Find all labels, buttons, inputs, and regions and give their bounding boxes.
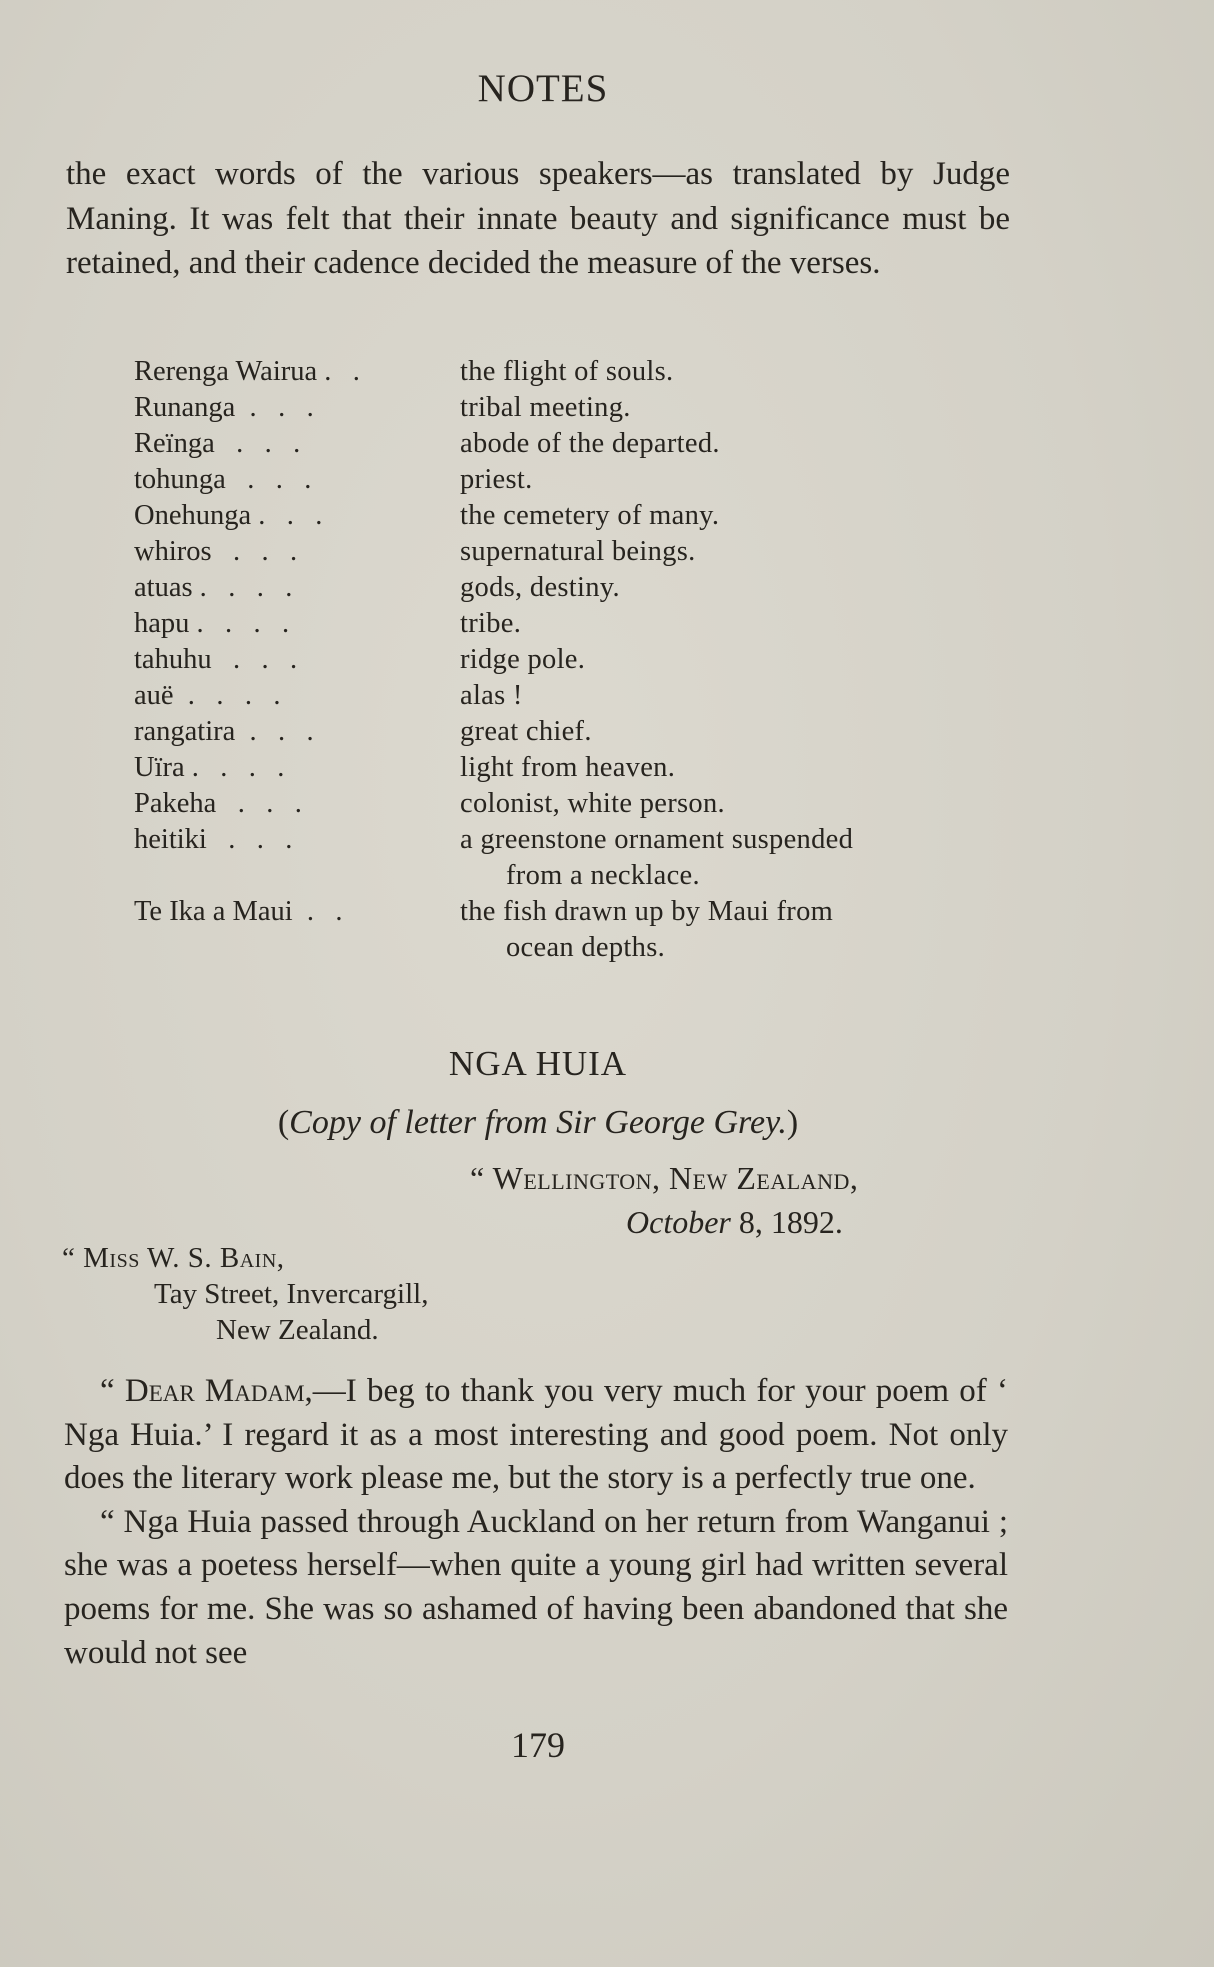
letter-date bbox=[626, 1204, 843, 1241]
glossary-definition: the cemetery of many. bbox=[460, 500, 720, 531]
glossary-term-cell bbox=[134, 534, 460, 570]
glossary-term-cell bbox=[134, 498, 460, 534]
glossary-spacer bbox=[134, 858, 460, 894]
glossary-term: Onehunga . bbox=[134, 500, 266, 531]
glossary-definition: the flight of souls. bbox=[460, 356, 674, 387]
glossary-leader: . . bbox=[292, 896, 343, 927]
subtitle-open-paren: ( bbox=[277, 1104, 290, 1141]
letter-place: “ Wellington, New Zealand, bbox=[470, 1160, 859, 1196]
glossary-term-cell bbox=[134, 390, 460, 426]
glossary-row bbox=[134, 750, 1014, 786]
glossary-row bbox=[134, 462, 1014, 498]
glossary-definition-continued: ocean depths. bbox=[506, 932, 666, 963]
glossary-definition: abode of the departed. bbox=[460, 428, 720, 459]
recipient-block bbox=[62, 1240, 428, 1348]
letter-salutation: “ Dear Madam, bbox=[100, 1373, 313, 1409]
letter-paragraph-1-text: —I beg to thank you very much for your poem of ‘ Nga Huia.’ I regard it as a most interesting and good poem. Not only does the literary work please me, but the story is a perfectly true one. bbox=[64, 1373, 1008, 1497]
glossary-row bbox=[134, 570, 1014, 606]
recipient-country: New Zealand. bbox=[216, 1314, 379, 1346]
glossary-definition: tribal meeting. bbox=[460, 392, 631, 423]
glossary-term: Reïnga bbox=[134, 428, 215, 459]
glossary-leader: . . . bbox=[225, 464, 312, 495]
glossary-definition: light from heaven. bbox=[460, 752, 676, 783]
glossary-definition: priest. bbox=[460, 464, 533, 495]
glossary-term-cell bbox=[134, 786, 460, 822]
glossary-definition: great chief. bbox=[460, 716, 592, 747]
glossary-term: heitiki bbox=[134, 824, 207, 855]
glossary-definition-continued: from a necklace. bbox=[506, 860, 700, 891]
glossary-row bbox=[134, 678, 1014, 714]
glossary-term: Te Ika a Maui bbox=[134, 896, 293, 927]
glossary-leader: . . . bbox=[206, 824, 293, 855]
glossary-row bbox=[134, 498, 1014, 534]
glossary-definition: ridge pole. bbox=[460, 644, 586, 675]
glossary-leader: . . . bbox=[211, 644, 298, 675]
glossary-term: tohunga bbox=[134, 464, 226, 495]
glossary-term: hapu . bbox=[134, 608, 204, 639]
glossary-definition: a greenstone ornament suspended bbox=[460, 824, 854, 855]
glossary-leader: . . . bbox=[198, 752, 285, 783]
glossary-definition: colonist, white person. bbox=[460, 788, 725, 819]
glossary-row bbox=[134, 534, 1014, 570]
glossary-term-cell bbox=[134, 714, 460, 750]
glossary-leader: . . . bbox=[211, 536, 298, 567]
glossary-term-cell bbox=[134, 570, 460, 606]
section-subtitle bbox=[0, 1104, 1076, 1142]
glossary-definition: alas ! bbox=[460, 680, 523, 711]
glossary-term: whiros bbox=[134, 536, 212, 567]
glossary-leader: . . bbox=[265, 500, 323, 531]
glossary-term: atuas . bbox=[134, 572, 207, 603]
glossary-row bbox=[134, 894, 1014, 930]
glossary-leader: . . . bbox=[214, 428, 301, 459]
glossary-term: rangatira bbox=[134, 716, 236, 747]
glossary-term-cell bbox=[134, 606, 460, 642]
glossary-definition: supernatural beings. bbox=[460, 536, 696, 567]
glossary-definition: tribe. bbox=[460, 608, 522, 639]
glossary-term-cell bbox=[134, 894, 460, 930]
glossary-term-cell bbox=[134, 822, 460, 858]
glossary-row bbox=[134, 714, 1014, 750]
glossary-term: tahuhu bbox=[134, 644, 212, 675]
page-number: 179 bbox=[511, 1725, 565, 1765]
glossary-term-cell bbox=[134, 426, 460, 462]
subtitle-close-paren: ) bbox=[786, 1104, 799, 1141]
glossary-row-continuation bbox=[134, 930, 1014, 966]
glossary-term-cell bbox=[134, 750, 460, 786]
subtitle-text: Copy of letter from Sir George Grey. bbox=[289, 1104, 787, 1141]
section-title: NGA HUIA bbox=[448, 1044, 628, 1083]
glossary-leader: . . bbox=[256, 392, 314, 423]
glossary-definition: the fish drawn up by Maui from bbox=[460, 896, 834, 927]
letter-date-month: October bbox=[626, 1204, 731, 1240]
glossary-row bbox=[134, 822, 1014, 858]
glossary-leader: . . . bbox=[206, 572, 293, 603]
letter-paragraph-1 bbox=[64, 1370, 1008, 1501]
glossary-term-cell bbox=[134, 678, 460, 714]
intro-paragraph: the exact words of the various speakers—as translated by Judge Maning. It was felt that their innate beauty and significance must be retained, and their cadence decided the measure of the verses. bbox=[66, 156, 1010, 281]
glossary-term: Uïra . bbox=[134, 752, 199, 783]
letter-body bbox=[64, 1370, 1008, 1675]
glossary-leader: . bbox=[331, 356, 360, 387]
glossary-leader: . . . bbox=[194, 680, 281, 711]
glossary-term-cell bbox=[134, 354, 460, 390]
glossary-term-cell bbox=[134, 462, 460, 498]
glossary-row bbox=[134, 354, 1014, 390]
recipient-street: Tay Street, Invercargill, bbox=[154, 1278, 429, 1310]
glossary-spacer bbox=[134, 930, 460, 966]
running-head: NOTES bbox=[477, 67, 609, 110]
glossary-leader: . . . bbox=[203, 608, 290, 639]
glossary-definition: gods, destiny. bbox=[460, 572, 620, 603]
glossary-term: auë . bbox=[134, 680, 195, 711]
glossary-row bbox=[134, 426, 1014, 462]
glossary-leader: . . . bbox=[216, 788, 302, 819]
glossary-leader: . . . bbox=[235, 716, 314, 747]
glossary-row bbox=[134, 390, 1014, 426]
glossary-term: Pakeha bbox=[134, 788, 217, 819]
glossary-row-continuation bbox=[134, 858, 1014, 894]
glossary-term-cell bbox=[134, 642, 460, 678]
glossary-row bbox=[134, 786, 1014, 822]
glossary-list bbox=[134, 354, 1014, 966]
recipient-name: “ Miss W. S. Bain, bbox=[62, 1242, 285, 1274]
letter-date-rest: 8, 1892. bbox=[730, 1204, 843, 1240]
letter-paragraph-2: “ Nga Huia passed through Auckland on her return from Wanganui ; she was a poetess herself—when quite a young girl had written several poems for me. She was so ashamed of having been abandoned that she would not see bbox=[64, 1503, 1008, 1671]
glossary-row bbox=[134, 642, 1014, 678]
glossary-term: Runanga . bbox=[134, 392, 257, 423]
glossary-term: Rerenga Wairua . bbox=[134, 356, 332, 387]
glossary-row bbox=[134, 606, 1014, 642]
